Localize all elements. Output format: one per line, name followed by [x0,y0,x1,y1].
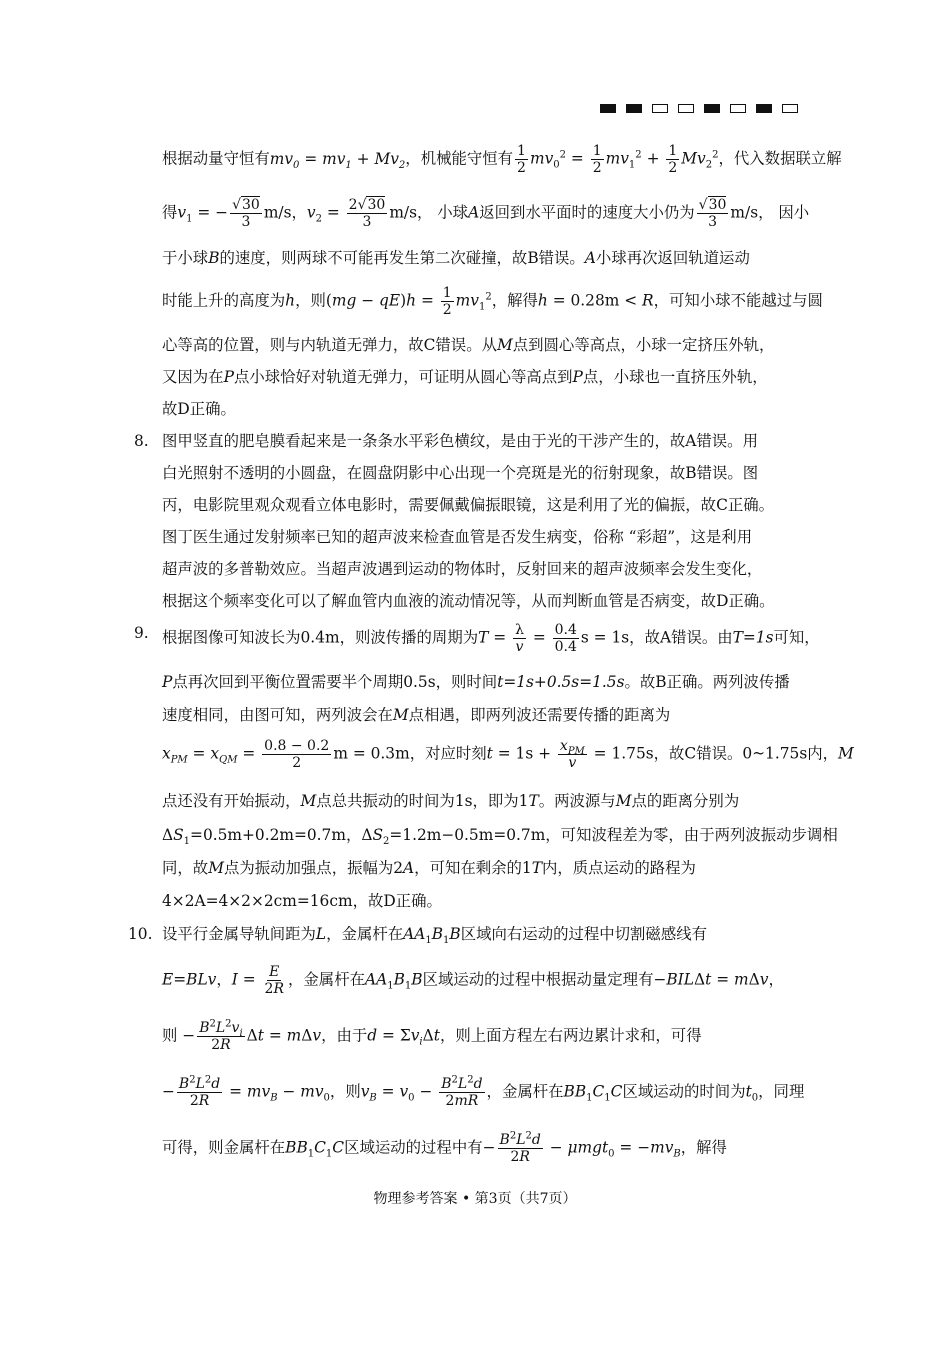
q7-line-2: 得$v_1$ = − $\frac{√30}{3}$ m/s，$v_2$ = $\frac{2√30}{3}$ m/s， 小球A返回到水平面时的速度大小仍为 $\frac{√30}{3}$ m/s， 因小 [162,197,810,231]
q8-line-2: 白光照射不透明的小圆盘，在圆盘阴影中心出现一个亮斑是光的衍射现象，故B错误。图 [162,464,759,482]
header-marker [730,104,746,113]
q7-line-3: 于小球B的速度，则两球不可能再发生第二次碰撞，故B错误。A小球再次返回轨道运动 [162,249,750,267]
q9-line-3: 速度相同，由图可知，两列波会在M点相遇，即两列波还需要传播的距离为 [162,706,671,724]
q9-line-6: $\Delta S_1=0.5m+0.2m=0.7m$，$\Delta S_2=1.2m-0.5m=0.7m$，可知波程差为零，由于两列波振动步调相 [162,826,838,848]
eq-momentum: $mv_0 = mv_1 + Mv_2$ [269,149,406,171]
header-marker [652,104,668,113]
q10-line-1: 10. 设平行金属导轨间距为L，金属杆在$AA_1B_1B$区域向右运动的过程中切割磁感线有 [128,925,707,947]
q8-line-1: 8. 图甲竖直的肥皂膜看起来是一条条水平彩色横纹，是由于光的干涉产生的，故A错误。用 [162,430,758,453]
q10-line-2: E=BLv，I = $\frac{E}{2R}$ ，金属杆在$AA_1B_1B$区域运动的过程中根据动量定理有−BILΔt = mΔv， [162,964,784,998]
page-footer: 物理参考答案 • 第3页（共7页） [373,1191,577,1207]
header-marker [756,104,772,113]
q7-line-7: 故D正确。 [162,400,236,418]
q8-line-5: 超声波的多普勒效应。当超声波遇到运动的物体时，反射回来的超声波频率会发生变化， [162,560,763,578]
q10-line-4: − $\frac{B^2L^2d}{2R}$ = $mv_B - mv_0$，则$v_B = v_0$ − $\frac{B^2L^2d}{2mR}$ ，金属杆在$BB_1C_1C$区域运动的时间为$t_0$，同理 [162,1074,805,1110]
q9-line-2: P点再次回到平衡位置需要半个周期0.5s，则时间t=1s+0.5s=1.5s。故B正确。两列波传播 [162,673,790,691]
header-marker [782,104,798,113]
q10-line-3: 则 − $\frac{B^2L^2v_i}{2R}$ Δt = mΔv，由于$d = \Sigma v_i\Delta t$，则上面方程左右两边累计求和，可得 [162,1018,702,1054]
q7-line-1: 根据动量守恒有$mv_0 = mv_1 + Mv_2$，机械能守恒有 $\frac{1}{2}$ $mv_0^2$ = $\frac{1}{2}$ $mv_1^2$ + $\frac{1}{2}$ $Mv_2^2$，代入数据联立解 [162,143,842,177]
q9-line-4: $x_{PM} = x_{QM}$ = $\frac{0.8 - 0.2}{2}$ m = 0.3m，对应时刻t = 1s + $\frac{x_{PM}}{v}$ = 1.75s，故C错误。0~1.75s内，M [162,738,854,772]
header-marker [626,104,642,113]
q9-line-8: 4×2A=4×2×2cm=16cm，故D正确。 [162,892,442,910]
q9-line-1: 9. 根据图像可知波长为0.4m，则波传播的周期为T = $\frac{\lambda}{v}$ = $\frac{0.4}{0.4}$ s = 1s，故A错误。由T=1s可知， [134,622,820,656]
q9-line-7: 同，故M点为振动加强点，振幅为2A，可知在剩余的1T内，质点运动的路程为 [162,859,696,877]
q8-number: 8. [134,432,149,450]
q9-number: 9. [134,624,149,642]
q9-line-5: 点还没有开始振动，M点总共振动的时间为1s，即为1T。两波源与M点的距离分别为 [162,792,740,810]
q10-number: 10. [128,925,153,943]
header-marker [704,104,720,113]
header-marker [678,104,694,113]
q8-line-6: 根据这个频率变化可以了解血管内血液的流动情况等，从而判断血管是否病变，故D正确。 [162,592,775,610]
q7-line-4: 时能上升的高度为h，则(mg − qE)h = $\frac{1}{2}$ $mv_1^2$，解得h = 0.28m < R，可知小球不能越过与圆 [162,285,823,319]
q7-line-6: 又因为在P点小球恰好对轨道无弹力，可证明从圆心等高点到P点，小球也一直挤压外轨， [162,368,768,386]
header-marker [600,104,616,113]
q10-line-5: 可得，则金属杆在$BB_1C_1C$区域运动的过程中有− $\frac{B^2L^2d}{2R}$ − $\mu mgt_0 = -mv_B$，解得 [162,1130,727,1166]
header-markers [600,104,798,113]
q7-line-5: 心等高的位置，则与内轨道无弹力，故C错误。从M点到圆心等高点，小球一定挤压外轨， [162,336,775,354]
q8-line-4: 图丁医生通过发射频率已知的超声波来检查血管是否发生病变，俗称 “彩超”，这是利用 [162,528,753,546]
q8-line-3: 丙，电影院里观众观看立体电影时，需要佩戴偏振眼镜，这是利用了光的偏振，故C正确。 [162,496,775,514]
